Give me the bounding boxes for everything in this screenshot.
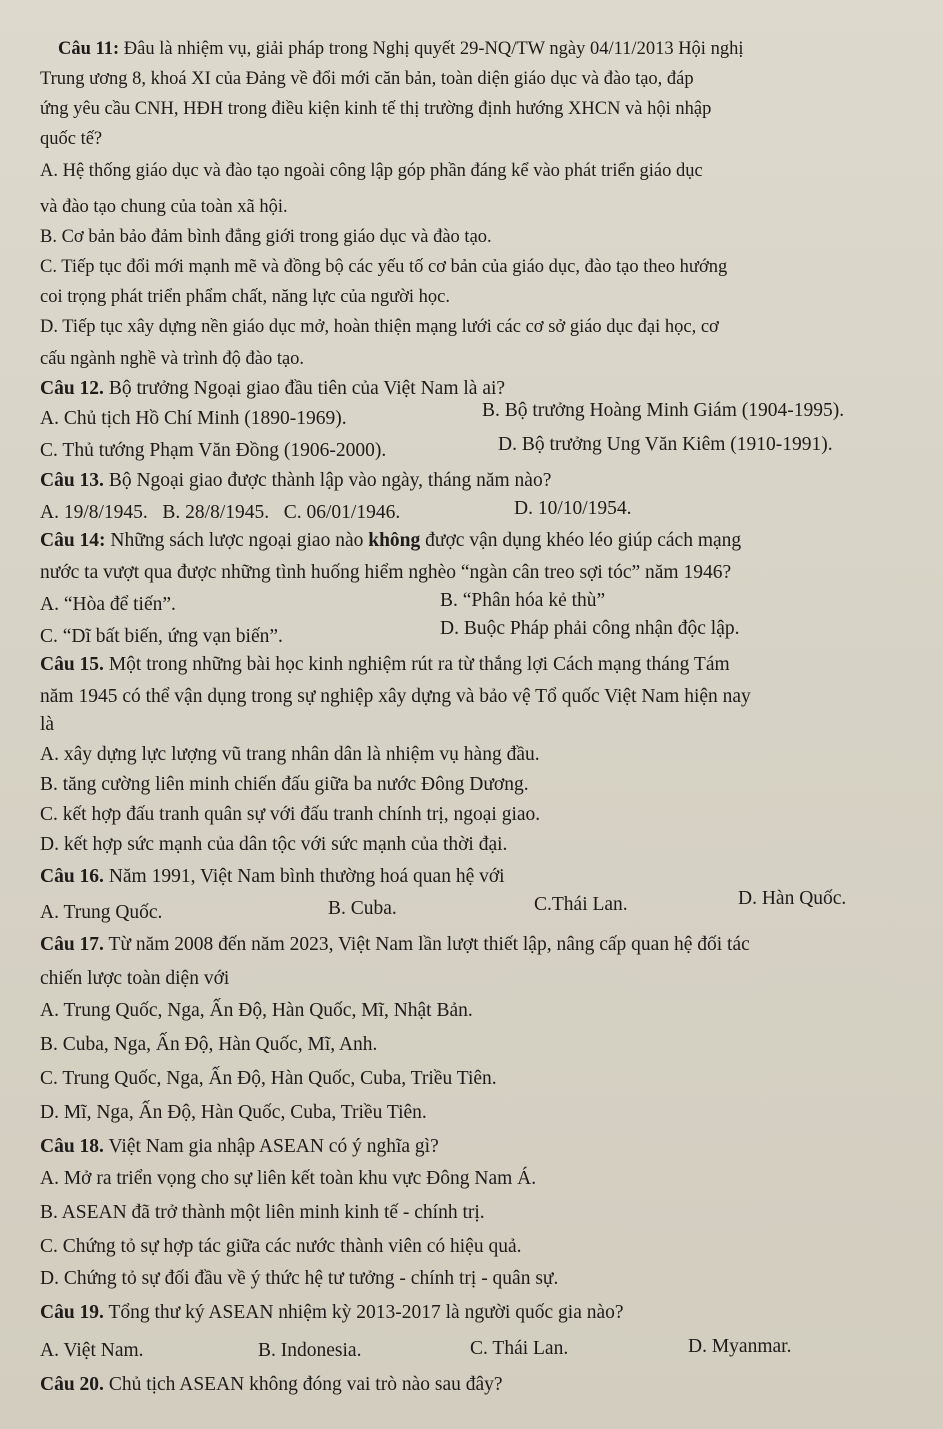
q12-stem <box>40 376 505 402</box>
q17-option-d: D. Mĩ, Nga, Ấn Độ, Hàn Quốc, Cuba, Triều Tiên. <box>40 1102 427 1123</box>
q20-stem <box>40 1372 503 1398</box>
q11-line-3: ứng yêu cầu CNH, HĐH trong điều kiện kinh tế thị trường định hướng XHCN và hội nhập <box>40 99 712 119</box>
q15-stem-1 <box>40 652 730 678</box>
q11-label: Câu 11: <box>58 39 120 59</box>
q13-option-d: D. 10/10/1954. <box>514 498 632 519</box>
q20-text: Chủ tịch ASEAN không đóng vai trò nào sau đây? <box>103 1374 503 1395</box>
q19-option-d: D. Myanmar. <box>688 1336 792 1357</box>
q17-label: Câu 17. <box>40 934 104 955</box>
q20-label: Câu 20. <box>40 1374 104 1395</box>
q16-stem <box>40 864 505 890</box>
q18-stem <box>40 1134 439 1160</box>
q11-line-1 <box>58 36 743 62</box>
q19-text: Tổng thư ký ASEAN nhiệm kỳ 2013-2017 là người quốc gia nào? <box>103 1302 624 1323</box>
q12-label: Câu 12. <box>40 378 104 399</box>
q12-text: Bộ trưởng Ngoại giao đầu tiên của Việt Nam là ai? <box>103 378 506 399</box>
q14-option-c: C. “Dĩ bất biến, ứng vạn biến”. <box>40 626 283 647</box>
q18-text: Việt Nam gia nhập ASEAN có ý nghĩa gì? <box>103 1136 439 1157</box>
q13-label: Câu 13. <box>40 470 104 491</box>
q17-option-a: A. Trung Quốc, Nga, Ấn Độ, Hàn Quốc, Mĩ, Nhật Bản. <box>40 1000 473 1021</box>
q14-bold-khong: không <box>368 530 421 551</box>
q17-text-1: Từ năm 2008 đến năm 2023, Việt Nam lần lượt thiết lập, nâng cấp quan hệ đối tác <box>103 934 750 955</box>
q15-text-1: Một trong những bài học kinh nghiệm rút ra từ thắng lợi Cách mạng tháng Tám <box>103 654 730 675</box>
q11-line-2: Trung ương 8, khoá XI của Đảng về đổi mới căn bản, toàn diện giáo dục và đào tạo, đáp <box>40 69 694 89</box>
q17-stem-2: chiến lược toàn diện với <box>40 968 230 989</box>
q16-text: Năm 1991, Việt Nam bình thường hoá quan hệ với <box>103 866 505 887</box>
q11-option-c-1: C. Tiếp tục đổi mới mạnh mẽ và đồng bộ các yếu tố cơ bản của giáo dục, đào tạo theo hướng <box>40 257 728 277</box>
q17-stem-1 <box>40 932 750 958</box>
q18-option-c: C. Chứng tỏ sự hợp tác giữa các nước thành viên có hiệu quả. <box>40 1236 522 1257</box>
q18-option-d: D. Chứng tỏ sự đối đầu về ý thức hệ tư tưởng - chính trị - quân sự. <box>40 1268 559 1289</box>
q17-option-b: B. Cuba, Nga, Ấn Độ, Hàn Quốc, Mĩ, Anh. <box>40 1034 378 1055</box>
q14-option-a: A. “Hòa để tiến”. <box>40 594 176 615</box>
q19-label: Câu 19. <box>40 1302 104 1323</box>
q13-options-abc: A. 19/8/1945. B. 28/8/1945. C. 06/01/1946. <box>40 502 401 523</box>
q16-label: Câu 16. <box>40 866 104 887</box>
q12-option-b: B. Bộ trưởng Hoàng Minh Giám (1904-1995). <box>482 400 845 421</box>
q15-label: Câu 15. <box>40 654 104 675</box>
q15-option-a: A. xây dựng lực lượng vũ trang nhân dân là nhiệm vụ hàng đầu. <box>40 744 540 765</box>
q15-option-b: B. tăng cường liên minh chiến đấu giữa ba nước Đông Dương. <box>40 774 529 795</box>
q11-option-c-2: coi trọng phát triển phẩm chất, năng lực của người học. <box>40 287 450 307</box>
q11-text-1: Đâu là nhiệm vụ, giải pháp trong Nghị quyết 29-NQ/TW ngày 04/11/2013 Hội nghị <box>119 39 744 59</box>
q16-option-c: C.Thái Lan. <box>534 894 628 915</box>
q15-option-d: D. kết hợp sức mạnh của dân tộc với sức mạnh của thời đại. <box>40 834 508 855</box>
q11-option-a-2: và đào tạo chung của toàn xã hội. <box>40 197 288 217</box>
q19-option-c: C. Thái Lan. <box>470 1338 569 1359</box>
q13-text: Bộ Ngoại giao được thành lập vào ngày, tháng năm nào? <box>103 470 552 491</box>
q19-option-b: B. Indonesia. <box>258 1340 362 1361</box>
q11-option-d-2: cấu ngành nghề và trình độ đào tạo. <box>40 349 305 369</box>
q11-line-4: quốc tế? <box>40 129 103 149</box>
q15-option-c: C. kết hợp đấu tranh quân sự với đấu tranh chính trị, ngoại giao. <box>40 804 541 825</box>
q14-text-2: được vận dụng khéo léo giúp cách mạng <box>420 530 742 551</box>
q16-option-b: B. Cuba. <box>328 898 397 919</box>
q14-option-d: D. Buộc Pháp phải công nhận độc lập. <box>440 618 740 639</box>
q13-stem <box>40 468 551 494</box>
q16-option-a: A. Trung Quốc. <box>40 902 163 923</box>
q18-option-a: A. Mở ra triển vọng cho sự liên kết toàn khu vực Đông Nam Á. <box>40 1168 537 1189</box>
q19-stem <box>40 1300 624 1326</box>
q11-option-a-1: A. Hệ thống giáo dục và đào tạo ngoài công lập góp phần đáng kể vào phát triển giáo dục <box>40 161 703 181</box>
q17-option-c: C. Trung Quốc, Nga, Ấn Độ, Hàn Quốc, Cuba, Triều Tiên. <box>40 1068 497 1089</box>
q14-label: Câu 14: <box>40 530 106 551</box>
q18-option-b: B. ASEAN đã trở thành một liên minh kinh tế - chính trị. <box>40 1202 485 1223</box>
q11-option-d-1: D. Tiếp tục xây dựng nền giáo dục mở, hoàn thiện mạng lưới các cơ sở giáo dục đại học, cơ <box>40 317 719 337</box>
q18-label: Câu 18. <box>40 1136 104 1157</box>
q15-stem-2: năm 1945 có thể vận dụng trong sự nghiệp xây dựng và bảo vệ Tổ quốc Việt Nam hiện nay <box>40 686 751 707</box>
q14-option-b: B. “Phân hóa kẻ thù” <box>440 590 606 611</box>
q12-option-c: C. Thủ tướng Phạm Văn Đồng (1906-2000). <box>40 440 387 461</box>
q19-option-a: A. Việt Nam. <box>40 1340 144 1361</box>
q14-stem-1 <box>40 528 741 554</box>
q16-option-d: D. Hàn Quốc. <box>738 888 847 909</box>
q11-option-b: B. Cơ bản bảo đảm bình đẳng giới trong giáo dục và đào tạo. <box>40 227 492 247</box>
q14-stem-2: nước ta vượt qua được những tình huống hiểm nghèo “ngàn cân treo sợi tóc” năm 1946? <box>40 562 732 583</box>
q12-option-a: A. Chủ tịch Hồ Chí Minh (1890-1969). <box>40 408 347 429</box>
q12-option-d: D. Bộ trưởng Ung Văn Kiêm (1910-1991). <box>498 434 833 455</box>
q15-stem-3: là <box>40 714 55 735</box>
q14-text-1: Những sách lược ngoại giao nào <box>105 530 369 551</box>
